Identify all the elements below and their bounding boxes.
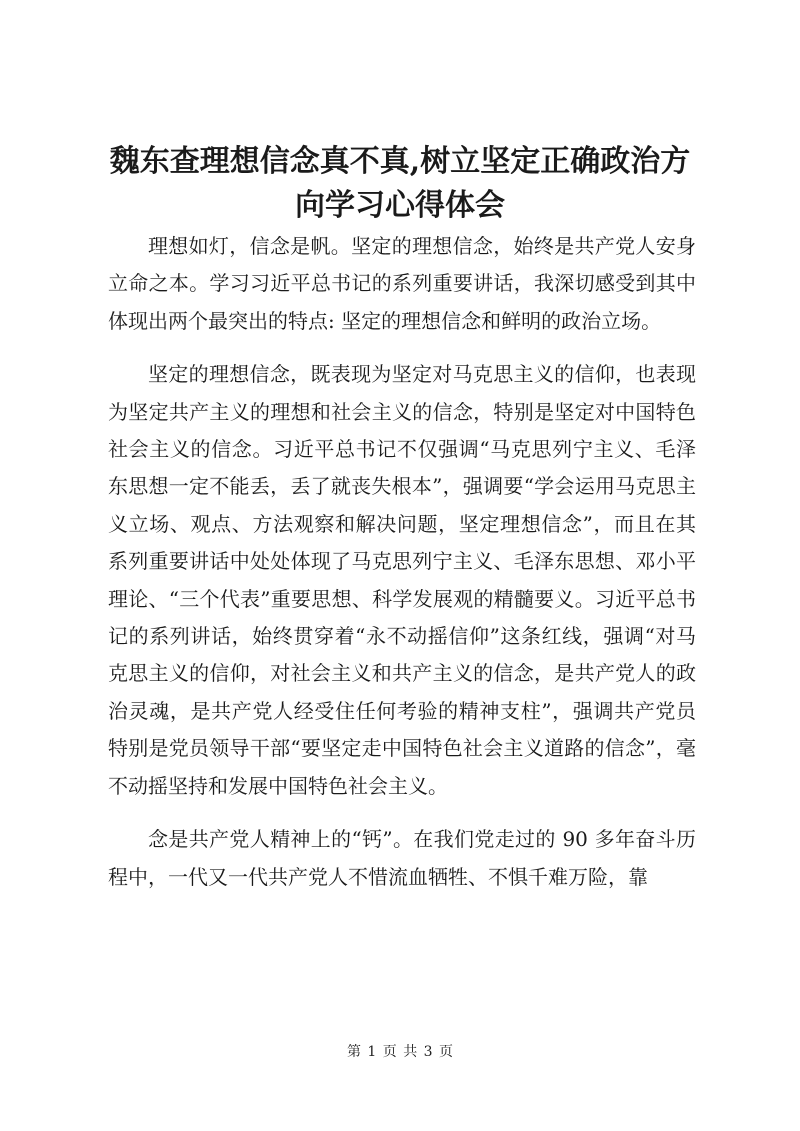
body-paragraph: 坚定的理想信念，既表现为坚定对马克思主义的信仰，也表现为坚定共产主义的理想和社会主义的信念，特别是坚定对中国特色社会主义的信念。习近平总书记不仅强调“马克思列宁主义、毛泽东思想一定不能丢，丢了就丧失根本”，强调要“学会运用马克思主义立场、观点、方法观察和解决问题，坚定理想信念”，而且在其系列重要讲话中处处体现了马克思列宁主义、毛泽东思想、邓小平理论、“三个代表”重要思想、科学发展观的精髓要义。习近平总书记的系列讲话，始终贯穿着“永不动摇信仰”这条红线，强调“对马克思主义的信仰，对社会主义和共产主义的信念，是共产党人的政治灵魂，是共产党人经受住任何考验的精神支柱”，强调共产党员特别是党员领导干部“要坚定走中国特色社会主义道路的信念”，毫不动摇坚持和发展中国特色社会主义。 bbox=[108, 362, 696, 798]
document-body bbox=[108, 228, 696, 912]
document-title: 魏东查理想信念真不真,树立坚定正确政治方向学习心得体会 bbox=[109, 144, 691, 223]
body-paragraph: 念是共产党人精神上的“钙”。在我们党走过的 90 多年奋斗历程中，一代又一代共产党人不惜流血牺牲、不惧千难万险，靠 bbox=[108, 827, 696, 889]
body-paragraph: 理想如灯，信念是帆。坚定的理想信念，始终是共产党人安身立命之本。学习习近平总书记的系列重要讲话，我深切感受到其中体现出两个最突出的特点: 坚定的理想信念和鲜明的政治立场。 bbox=[108, 234, 696, 333]
page-number-footer: 第 1 页 共 3 页 bbox=[346, 1044, 454, 1060]
